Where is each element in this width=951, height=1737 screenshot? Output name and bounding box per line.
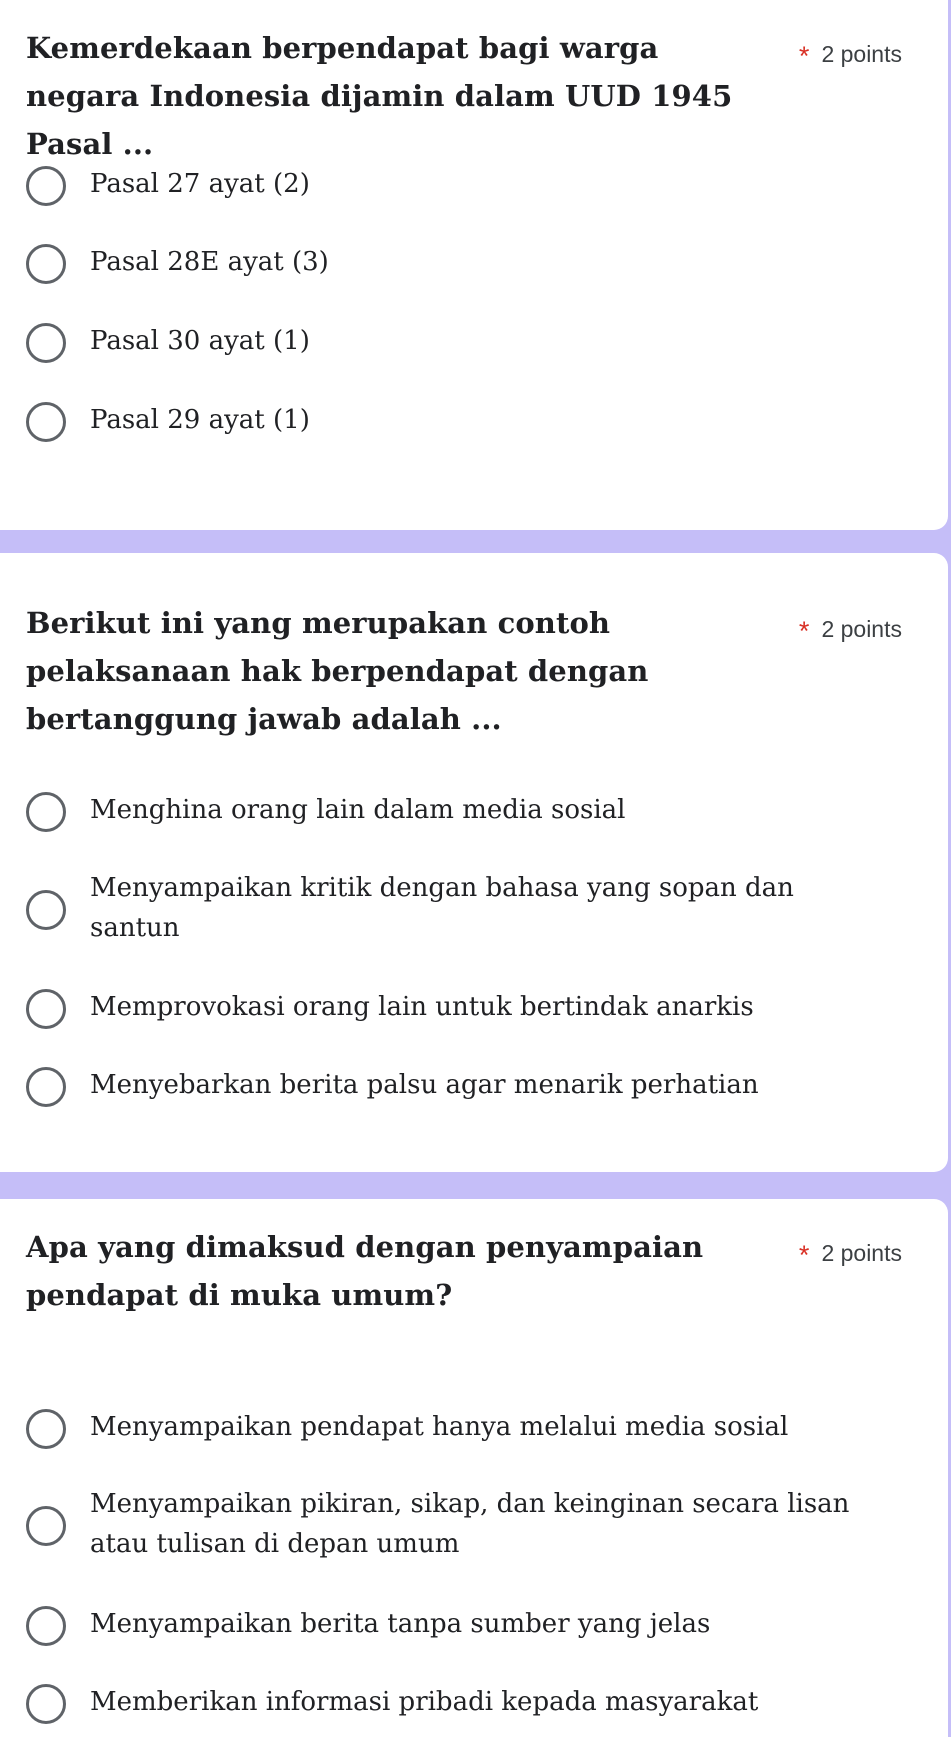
radio-option[interactable] [26, 870, 906, 950]
radio-button-unchecked-icon[interactable] [26, 1409, 66, 1449]
radio-button-unchecked-icon[interactable] [26, 1067, 66, 1107]
radio-option[interactable] [26, 166, 906, 206]
points-label [799, 38, 902, 69]
question-title: Apa yang dimaksud dengan penyampaian pendapat di muka umum? [26, 1230, 704, 1312]
points-value: 2 points [821, 1240, 902, 1266]
option-label: Pasal 29 ayat (1) [90, 405, 310, 435]
option-label: Memprovokasi orang lain untuk bertindak anarkis [90, 992, 754, 1022]
option-label: Memberikan informasi pribadi kepada masyarakat [90, 1687, 759, 1717]
question-title: Kemerdekaan berpendapat bagi warga negara Indonesia dijamin dalam UUD 1945 Pasal ... [26, 31, 733, 161]
radio-button-unchecked-icon[interactable] [26, 1506, 66, 1546]
radio-button-unchecked-icon[interactable] [26, 1606, 66, 1646]
radio-option[interactable] [26, 402, 906, 442]
radio-button-unchecked-icon[interactable] [26, 890, 66, 930]
radio-option[interactable] [26, 323, 906, 363]
question-title: Berikut ini yang merupakan contoh pelaksanaan hak berpendapat dengan bertanggung jawab adalah ... [26, 606, 649, 736]
question-card-3 [0, 1199, 948, 1737]
question-card-1 [0, 0, 948, 530]
radio-option[interactable] [26, 1067, 906, 1107]
radio-option[interactable] [26, 989, 906, 1029]
option-label: Menyampaikan pikiran, sikap, dan keinginan secara lisan atau tulisan di depan umum [90, 1489, 850, 1559]
required-asterisk: * [798, 616, 810, 646]
option-label: Pasal 30 ayat (1) [90, 326, 310, 356]
points-value: 2 points [821, 616, 902, 642]
points-label [799, 613, 902, 644]
required-asterisk: * [798, 41, 810, 71]
option-label: Menyampaikan pendapat hanya melalui media sosial [90, 1412, 789, 1442]
radio-button-unchecked-icon[interactable] [26, 989, 66, 1029]
option-label: Menghina orang lain dalam media sosial [90, 795, 626, 825]
points-label [799, 1237, 902, 1268]
radio-button-unchecked-icon[interactable] [26, 792, 66, 832]
radio-button-unchecked-icon[interactable] [26, 402, 66, 442]
option-label: Menyampaikan kritik dengan bahasa yang sopan dan santun [90, 873, 794, 943]
question-card-2 [0, 553, 948, 1172]
points-value: 2 points [821, 41, 902, 67]
radio-button-unchecked-icon[interactable] [26, 166, 66, 206]
radio-button-unchecked-icon[interactable] [26, 244, 66, 284]
option-label: Menyampaikan berita tanpa sumber yang jelas [90, 1609, 711, 1639]
radio-option[interactable] [26, 1486, 906, 1566]
option-label: Menyebarkan berita palsu agar menarik perhatian [90, 1070, 759, 1100]
radio-option[interactable] [26, 1409, 906, 1449]
radio-option[interactable] [26, 792, 906, 832]
option-label: Pasal 28E ayat (3) [90, 247, 329, 277]
radio-button-unchecked-icon[interactable] [26, 323, 66, 363]
radio-option[interactable] [26, 1684, 906, 1724]
radio-option[interactable] [26, 244, 906, 284]
radio-button-unchecked-icon[interactable] [26, 1684, 66, 1724]
required-asterisk: * [798, 1240, 810, 1270]
option-label: Pasal 27 ayat (2) [90, 169, 310, 199]
radio-option[interactable] [26, 1606, 906, 1646]
